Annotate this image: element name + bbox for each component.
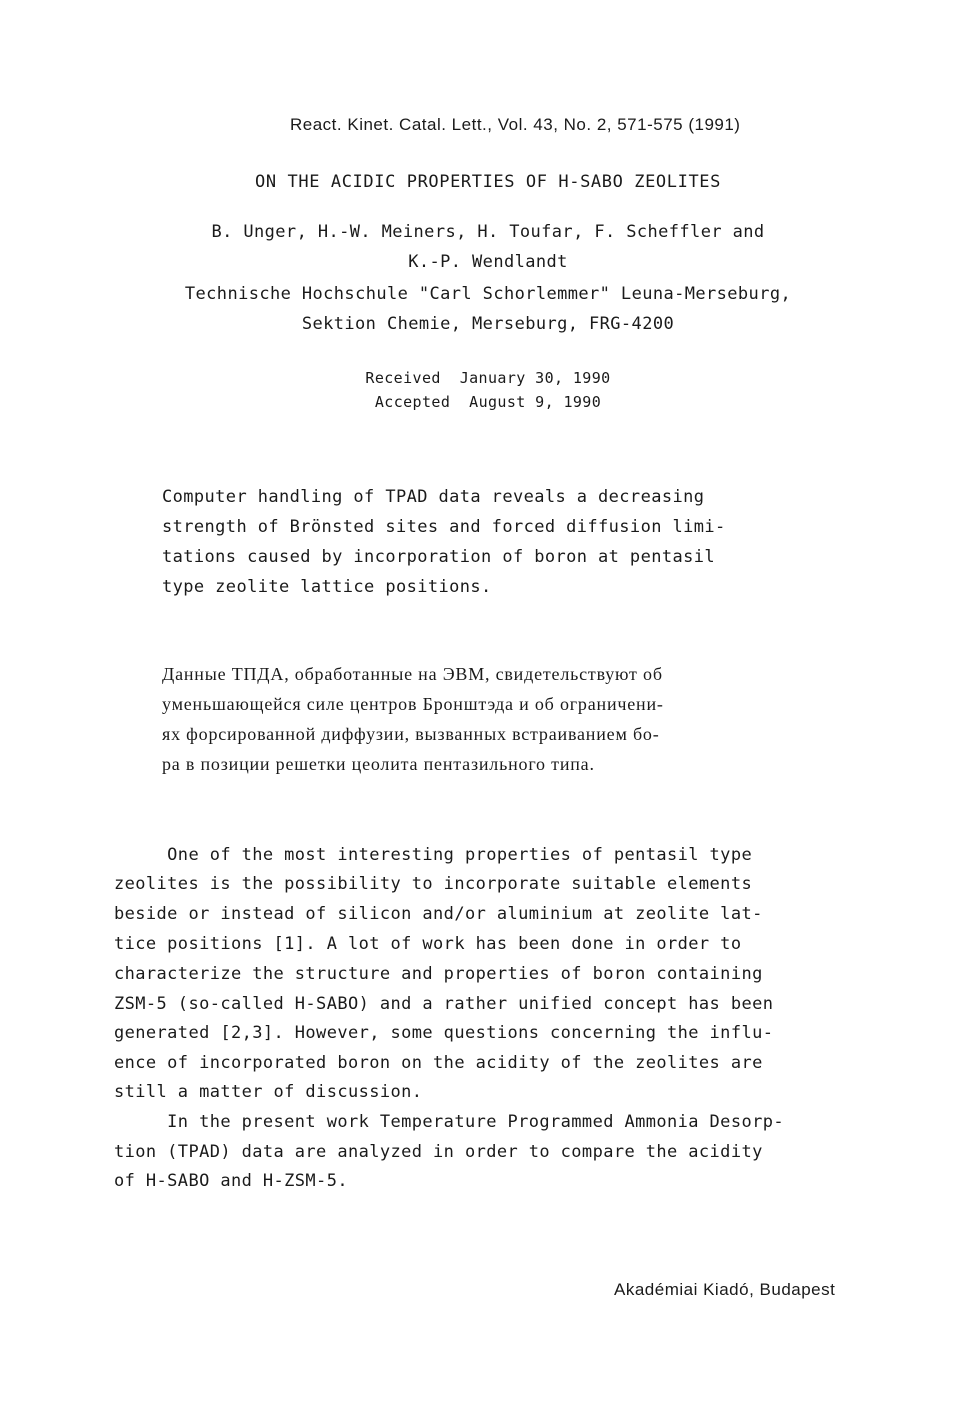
abstract-en-line: strength of Brönsted sites and forced diffusion limi-	[162, 517, 726, 537]
affiliation-line-2: Sektion Chemie, Merseburg, FRG-4200	[301, 314, 675, 334]
authors-line-1: B. Unger, H.-W. Meiners, H. Toufar, F. Scheffler and	[211, 222, 765, 242]
body-line: ZSM-5 (so-called H-SABO) and a rather unified concept has been	[114, 994, 774, 1014]
body-line: In the present work Temperature Programmed Ammonia Desorp-	[114, 1112, 784, 1132]
abstract-ru-line: ях форсированной диффузии, вызванных встраиванием бо-	[162, 724, 660, 744]
body-line: beside or instead of silicon and/or aluminium at zeolite lat-	[114, 904, 763, 924]
journal-reference: React. Kinet. Catal. Lett., Vol. 43, No. 2, 571-575 (1991)	[290, 115, 741, 134]
authors-line-2: K.-P. Wendlandt	[408, 252, 568, 272]
body-line: One of the most interesting properties of pentasil type	[114, 845, 753, 865]
body-line: characterize the structure and properties of boron containing	[114, 964, 763, 984]
abstract-ru-line: Данные ТПДА, обработанные на ЭВМ, свидетельствуют об	[162, 664, 663, 684]
abstract-ru-line: ра в позиции решетки цеолита пентазильного типа.	[162, 754, 595, 774]
accepted-date: Accepted August 9, 1990	[374, 393, 602, 411]
abstract-en-line: tations caused by incorporation of boron at pentasil	[162, 547, 716, 567]
abstract-ru-line: уменьшающейся силе центров Бронштэда и об ограничени-	[162, 694, 664, 714]
abstract-en-line: Computer handling of TPAD data reveals a decreasing	[162, 487, 705, 507]
body-line: still a matter of discussion.	[114, 1082, 423, 1102]
received-date: Received January 30, 1990	[365, 369, 611, 387]
body-line: zeolites is the possibility to incorporate suitable elements	[114, 874, 753, 894]
body-line: of H-SABO and H-ZSM-5.	[114, 1171, 348, 1191]
body-line: generated [2,3]. However, some questions concerning the influ-	[114, 1023, 774, 1043]
paper-title: ON THE ACIDIC PROPERTIES OF H-SABO ZEOLITES	[255, 172, 721, 192]
body-line: tion (TPAD) data are analyzed in order to compare the acidity	[114, 1142, 763, 1162]
abstract-en-line: type zeolite lattice positions.	[162, 577, 492, 597]
affiliation-line-1: Technische Hochschule "Carl Schorlemmer" Leuna-Merseburg,	[184, 284, 792, 304]
publisher-footer: Akadémiai Kiadó, Budapest	[614, 1280, 836, 1299]
body-line: ence of incorporated boron on the acidity of the zeolites are	[114, 1053, 763, 1073]
body-line: tice positions [1]. A lot of work has been done in order to	[114, 934, 742, 954]
